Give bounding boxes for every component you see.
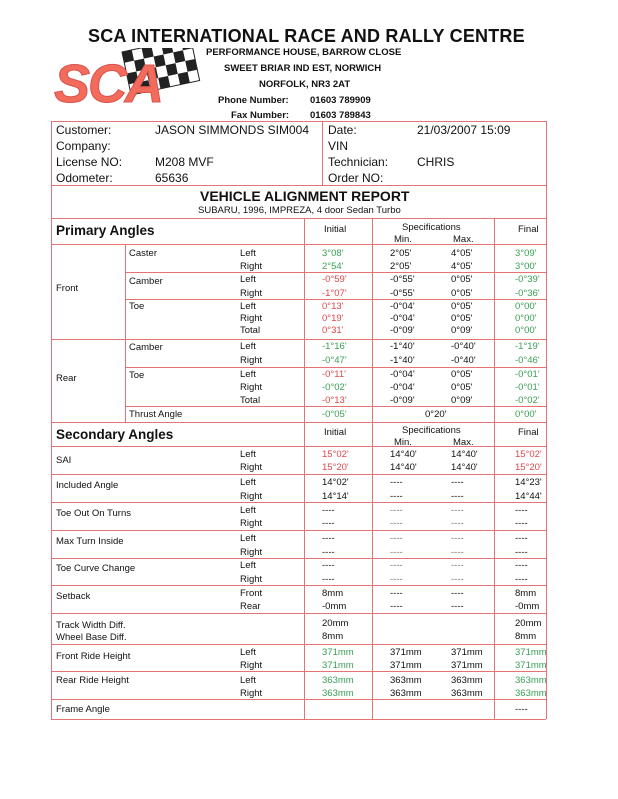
- toe-curve-0-2-dash: ----: [451, 560, 464, 571]
- min-header: Min.: [394, 234, 412, 245]
- front-ride-left-label: Left: [240, 647, 256, 658]
- rear-toe-label: Toe: [129, 370, 145, 381]
- toe-out-0-0-dash: ----: [322, 505, 335, 516]
- setback_r-final: -0mm: [515, 601, 540, 612]
- date-label: Date:: [328, 123, 357, 137]
- max-turn-1-3-dash: ----: [515, 547, 528, 558]
- f_camber_l-final: -0°39': [515, 274, 540, 285]
- inc_r-initial: 14°14': [322, 491, 349, 502]
- max-turn-0-3-dash: ----: [515, 533, 528, 544]
- toe-curve-1-1-dash: ----: [390, 574, 403, 585]
- technician-value: CHRIS: [417, 155, 455, 169]
- toe-out-1-0-dash: ----: [322, 518, 335, 529]
- rear-ride-height-label: Rear Ride Height: [56, 675, 129, 686]
- f_caster_r-min: 2°05': [390, 261, 412, 272]
- toe-right-label: Right: [240, 313, 263, 324]
- rear-ride-right-label: Right: [240, 688, 263, 699]
- customer-value: JASON SIMMONDS SIM004: [155, 123, 310, 137]
- r_camber_l-final: -1°19': [515, 341, 540, 352]
- f_camber_r-initial: -1°07': [322, 288, 347, 299]
- max-turn-0-1-dash: ----: [390, 533, 403, 544]
- f_camber_r-final: -0°36': [515, 288, 540, 299]
- r_camber_l-max: -0°40': [451, 341, 476, 352]
- secondary-min-header: Min.: [394, 437, 412, 448]
- sai_l-max: 14°40': [451, 449, 478, 460]
- r_toe_l-initial: -0°11': [322, 369, 346, 380]
- address-line-1: PERFORMANCE HOUSE, BARROW CLOSE: [206, 47, 402, 58]
- toe-total-label: Total: [240, 325, 261, 336]
- license-value: M208 MVF: [155, 155, 214, 169]
- f_toe_t-final: 0°00': [515, 325, 537, 336]
- customer-label: Customer:: [56, 123, 112, 137]
- r_toe_t-final: -0°02': [515, 395, 540, 406]
- final-header: Final: [518, 224, 539, 235]
- secondary-initial-header: Initial: [324, 427, 347, 438]
- f_toe_t-initial: 0°31': [322, 325, 344, 336]
- address-line-3: NORFOLK, NR3 2AT: [259, 79, 351, 90]
- technician-label: Technician:: [328, 155, 389, 169]
- setback_f-initial: 8mm: [322, 588, 344, 599]
- initial-header: Initial: [324, 224, 347, 235]
- fr_l-max: 371mm: [451, 647, 483, 658]
- phone-number: 01603 789909: [310, 95, 371, 106]
- rear-camber-right-label: Right: [240, 355, 263, 366]
- address-line-2: SWEET BRIAR IND EST, NORWICH: [224, 63, 382, 74]
- inc_r-max: ----: [451, 491, 464, 502]
- toe-curve-0-0-dash: ----: [322, 560, 335, 571]
- f_caster_r-final: 3°00': [515, 261, 537, 272]
- fr_r-initial: 371mm: [322, 660, 354, 671]
- f_toe_r-final: 0°00': [515, 313, 537, 324]
- max-turn-1-0-dash: ----: [322, 547, 335, 558]
- rr_l-min: 363mm: [390, 675, 422, 686]
- toe-curve-left-label: Left: [240, 560, 256, 571]
- wheel-initial: 8mm: [322, 631, 344, 642]
- sai-label: SAI: [56, 455, 72, 466]
- setback_f-max: ----: [451, 588, 464, 599]
- inc_l-initial: 14°02': [322, 477, 349, 488]
- front-ride-right-label: Right: [240, 660, 263, 671]
- r_toe_t-max: 0°09': [451, 395, 473, 406]
- date-value: 21/03/2007 15:09: [417, 123, 511, 137]
- sca-logo: [52, 48, 202, 118]
- thrust-final: 0°00': [515, 409, 537, 420]
- f_caster_r-max: 4°05': [451, 261, 473, 272]
- toe-out-1-2-dash: ----: [451, 518, 464, 529]
- frame-final: ----: [515, 704, 528, 715]
- f_caster_l-min: 2°05': [390, 248, 412, 259]
- rear-toe-total-label: Total: [240, 395, 261, 406]
- f_caster_r-initial: 2°54': [322, 261, 344, 272]
- secondary-specifications-header: Specifications: [402, 425, 461, 436]
- company-label: Company:: [56, 139, 111, 153]
- f_toe_l-min: -0°04': [390, 301, 415, 312]
- f_camber_r-min: -0°55': [390, 288, 415, 299]
- max-turn-1-1-dash: ----: [390, 547, 403, 558]
- toe-curve-0-1-dash: ----: [390, 560, 403, 571]
- wheel-final: 8mm: [515, 631, 537, 642]
- max-turn-0-2-dash: ----: [451, 533, 464, 544]
- fr_l-initial: 371mm: [322, 647, 354, 658]
- f_toe_t-min: -0°09': [390, 325, 415, 336]
- max-turn-inside-label: Max Turn Inside: [56, 536, 124, 547]
- toe-left-label: Left: [240, 301, 256, 312]
- r_toe_t-initial: -0°13': [322, 395, 347, 406]
- sai_r-max: 14°40': [451, 462, 478, 473]
- secondary-max-header: Max.: [453, 437, 474, 448]
- setback-label: Setback: [56, 591, 91, 602]
- toe-out-on-turns-label: Toe Out On Turns: [56, 508, 131, 519]
- track-final: 20mm: [515, 618, 542, 629]
- rear-label: Rear: [56, 373, 77, 384]
- fr_r-final: 371mm: [515, 660, 547, 671]
- toe-curve-0-3-dash: ----: [515, 560, 528, 571]
- r_toe_l-final: -0°01': [515, 369, 540, 380]
- rear-toe-right-label: Right: [240, 382, 263, 393]
- odometer-value: 65636: [155, 171, 189, 185]
- max-turn-0-0-dash: ----: [322, 533, 335, 544]
- included-angle-label: Included Angle: [56, 480, 119, 491]
- rr_r-final: 363mm: [515, 688, 547, 699]
- inc_l-min: ----: [390, 477, 403, 488]
- phone-label: Phone Number:: [218, 95, 289, 106]
- wheel-base-label: Wheel Base Diff.: [56, 632, 127, 643]
- sai-right-label: Right: [240, 462, 263, 473]
- r_toe_r-max: 0°05': [451, 382, 473, 393]
- rr_l-final: 363mm: [515, 675, 547, 686]
- company-name: SCA INTERNATIONAL RACE AND RALLY CENTRE: [88, 26, 525, 46]
- camber-label: Camber: [129, 276, 163, 287]
- r_camber_r-min: -1°40': [390, 355, 415, 366]
- r_toe_t-min: -0°09': [390, 395, 415, 406]
- front-label: Front: [56, 283, 79, 294]
- frame-angle-label: Frame Angle: [56, 704, 110, 715]
- rr_r-min: 363mm: [390, 688, 422, 699]
- fr_r-max: 371mm: [451, 660, 483, 671]
- toe-curve-1-0-dash: ----: [322, 574, 335, 585]
- r_toe_r-min: -0°04': [390, 382, 415, 393]
- inc_r-final: 14°44': [515, 491, 542, 502]
- sai_r-initial: 15°20': [322, 462, 349, 473]
- toe-label: Toe: [129, 301, 145, 312]
- setback_r-initial: -0mm: [322, 601, 347, 612]
- f_toe_t-max: 0°09': [451, 325, 473, 336]
- f_toe_l-final: 0°00': [515, 301, 537, 312]
- included-left-label: Left: [240, 477, 256, 488]
- fr_l-min: 371mm: [390, 647, 422, 658]
- rr_r-max: 363mm: [451, 688, 483, 699]
- f_toe_r-max: 0°05': [451, 313, 473, 324]
- fax-label: Fax Number:: [231, 110, 290, 121]
- f_toe_l-initial: 0°13': [322, 301, 344, 312]
- toe-curve-right-label: Right: [240, 574, 263, 585]
- f_caster_l-initial: 3°08': [322, 248, 344, 259]
- toe-out-0-3-dash: ----: [515, 505, 528, 516]
- setback-rear-label: Rear: [240, 601, 261, 612]
- toe-curve-1-2-dash: ----: [451, 574, 464, 585]
- sai_r-min: 14°40': [390, 462, 417, 473]
- license-label: License NO:: [56, 155, 123, 169]
- toe-out-right-label: Right: [240, 518, 263, 529]
- r_toe_r-final: -0°01': [515, 382, 540, 393]
- r_camber_l-min: -1°40': [390, 341, 415, 352]
- setback-front-label: Front: [240, 588, 263, 599]
- specifications-header: Specifications: [402, 222, 461, 233]
- f_camber_l-initial: -0°59': [322, 274, 347, 285]
- camber-right-label: Right: [240, 288, 263, 299]
- max-turn-right-label: Right: [240, 547, 263, 558]
- r_camber_r-initial: -0°47': [322, 355, 347, 366]
- rear-camber-label: Camber: [129, 342, 163, 353]
- setback_f-final: 8mm: [515, 588, 537, 599]
- toe-out-left-label: Left: [240, 505, 256, 516]
- toe-out-0-1-dash: ----: [390, 505, 403, 516]
- rr_l-initial: 363mm: [322, 675, 354, 686]
- r_toe_l-max: 0°05': [451, 369, 473, 380]
- inc_l-final: 14°23': [515, 477, 542, 488]
- f_toe_r-initial: 0°19': [322, 313, 344, 324]
- rear-ride-left-label: Left: [240, 675, 256, 686]
- f_caster_l-max: 4°05': [451, 248, 473, 259]
- fax-number: 01603 789843: [310, 110, 371, 121]
- f_caster_l-final: 3°09': [515, 248, 537, 259]
- toe-out-0-2-dash: ----: [451, 505, 464, 516]
- vin-label: VIN: [328, 139, 349, 153]
- fr_l-final: 371mm: [515, 647, 547, 658]
- sai_r-final: 15°20': [515, 462, 542, 473]
- logo-text: SCA: [54, 54, 163, 114]
- f_camber_r-max: 0°05': [451, 288, 473, 299]
- vehicle-description: SUBARU, 1996, IMPREZA, 4 door Sedan Turbo: [198, 205, 401, 216]
- track-width-label: Track Width Diff.: [56, 620, 126, 631]
- r_camber_r-max: -0°40': [451, 355, 476, 366]
- thrust-angle-label: Thrust Angle: [129, 409, 183, 420]
- order-label: Order NO:: [328, 171, 384, 185]
- max-header: Max.: [453, 234, 474, 245]
- r_camber_r-final: -0°46': [515, 355, 540, 366]
- caster-label: Caster: [129, 248, 157, 259]
- camber-left-label: Left: [240, 274, 256, 285]
- setback_r-max: ----: [451, 601, 464, 612]
- f_camber_l-min: -0°55': [390, 274, 415, 285]
- caster-left-label: Left: [240, 248, 256, 259]
- primary-angles-title: Primary Angles: [56, 223, 155, 238]
- sai_l-final: 15°02': [515, 449, 542, 460]
- front-ride-height-label: Front Ride Height: [56, 651, 131, 662]
- max-turn-left-label: Left: [240, 533, 256, 544]
- r_toe_r-initial: -0°02': [322, 382, 347, 393]
- r_camber_l-initial: -1°16': [322, 341, 347, 352]
- report-title: VEHICLE ALIGNMENT REPORT: [200, 188, 410, 204]
- inc_l-max: ----: [451, 477, 464, 488]
- fr_r-min: 371mm: [390, 660, 422, 671]
- max-turn-1-2-dash: ----: [451, 547, 464, 558]
- included-right-label: Right: [240, 491, 263, 502]
- rr_r-initial: 363mm: [322, 688, 354, 699]
- r_toe_l-min: -0°04': [390, 369, 415, 380]
- toe-out-1-3-dash: ----: [515, 518, 528, 529]
- f_toe_r-min: -0°04': [390, 313, 415, 324]
- track-initial: 20mm: [322, 618, 349, 629]
- setback_r-min: ----: [390, 601, 403, 612]
- toe-curve-1-3-dash: ----: [515, 574, 528, 585]
- setback_f-min: ----: [390, 588, 403, 599]
- rr_l-max: 363mm: [451, 675, 483, 686]
- sai-left-label: Left: [240, 449, 256, 460]
- f_camber_l-max: 0°05': [451, 274, 473, 285]
- thrust-spec: 0°20': [425, 409, 447, 420]
- sai_l-initial: 15°02': [322, 449, 349, 460]
- f_toe_l-max: 0°05': [451, 301, 473, 312]
- toe-out-1-1-dash: ----: [390, 518, 403, 529]
- secondary-final-header: Final: [518, 427, 539, 438]
- rear-camber-left-label: Left: [240, 341, 256, 352]
- rear-toe-left-label: Left: [240, 369, 256, 380]
- inc_r-min: ----: [390, 491, 403, 502]
- caster-right-label: Right: [240, 261, 263, 272]
- sai_l-min: 14°40': [390, 449, 417, 460]
- thrust-initial: -0°05': [322, 409, 347, 420]
- toe-curve-change-label: Toe Curve Change: [56, 563, 136, 574]
- secondary-angles-title: Secondary Angles: [56, 427, 174, 442]
- odometer-label: Odometer:: [56, 171, 113, 185]
